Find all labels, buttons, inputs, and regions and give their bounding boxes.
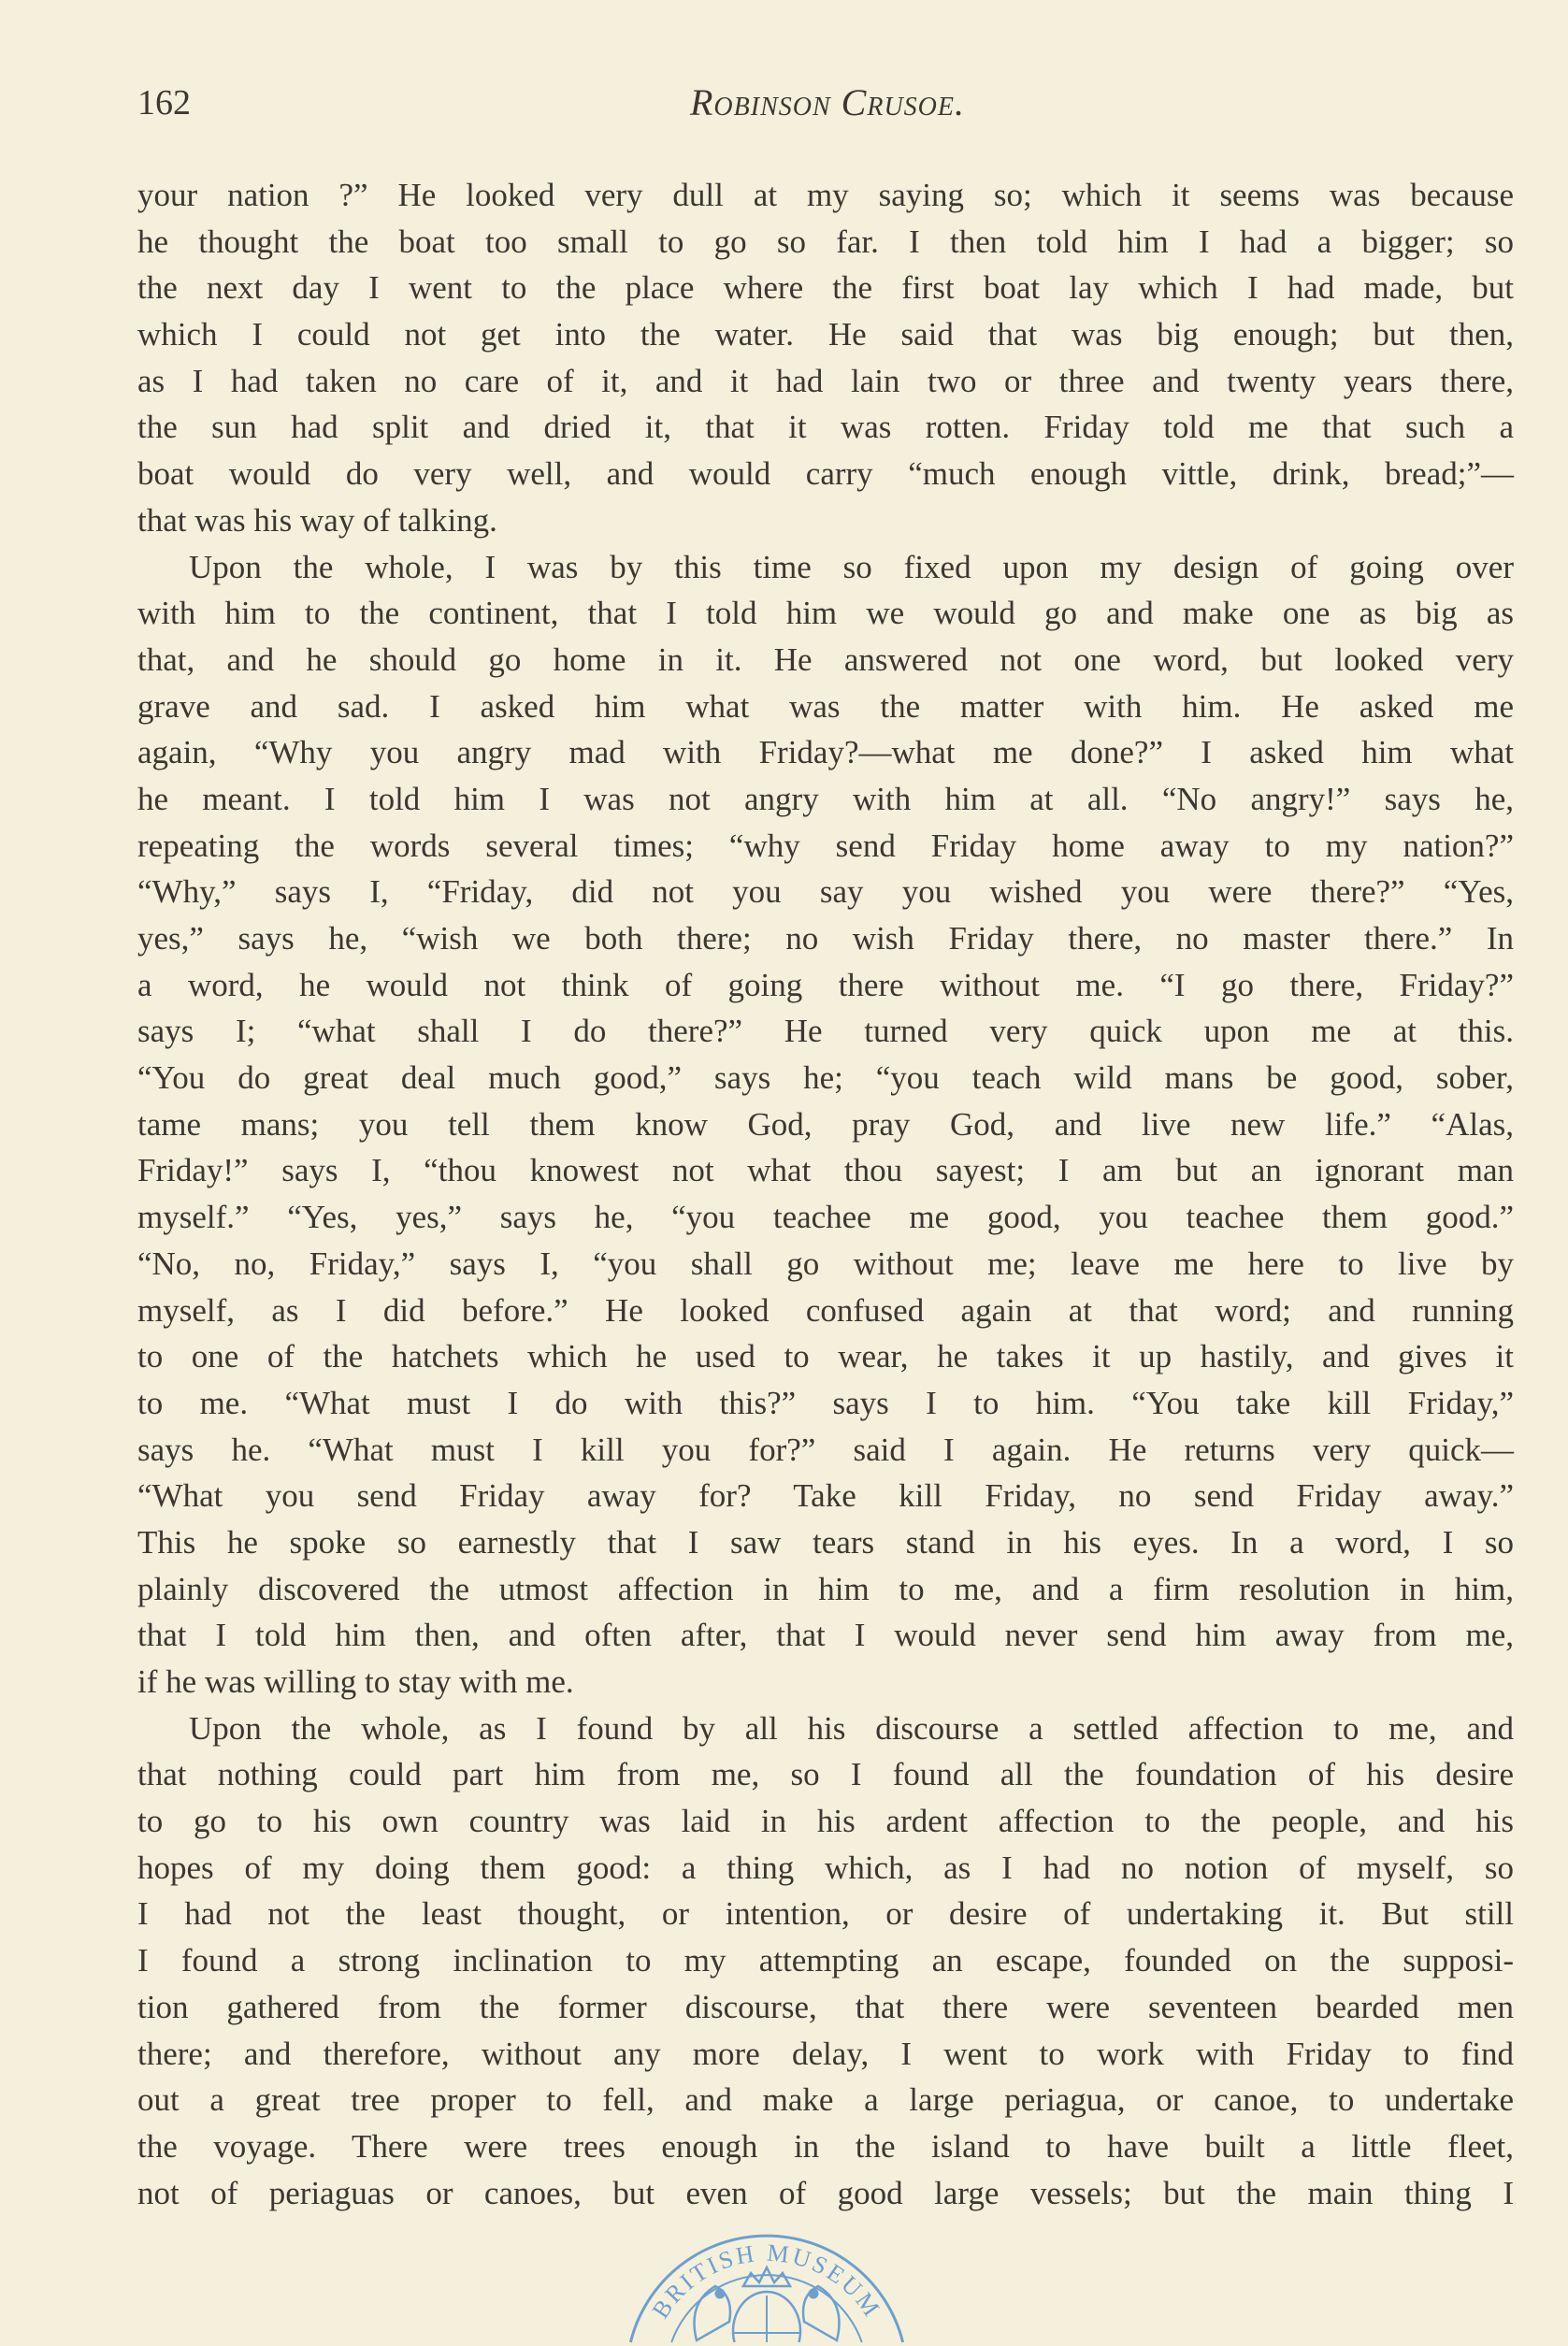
text-line: your nation ?” He looked very dull at my saying so; which it seems was because: [137, 177, 1514, 213]
text-line: to me. “What must I do with this?” says I to him. “You take kill Friday,”: [137, 1384, 1514, 1421]
text-line: he meant. I told him I was not angry with him at all. “No angry!” says he,: [137, 780, 1514, 817]
text-line: out a great tree proper to fell, and make a large periagua, or canoe, to undertake: [137, 2081, 1514, 2119]
text-line: tame mans; you tell them know God, pray God, and live new life.” “Alas,: [137, 1105, 1514, 1143]
text-line: Upon the whole, as I found by all his discourse a settled affection to me, and: [189, 1709, 1514, 1747]
text-line: myself.” “Yes, yes,” says he, “you teachee me good, you teachee them good.”: [137, 1199, 1514, 1236]
text-line: Friday!” says I, “thou knowest not what thou sayest; I am but an ignorant man: [137, 1152, 1514, 1189]
text-line: that, and he should go home in it. He answered not one word, but looked very: [137, 640, 1514, 678]
stamp-text: BRITISH MUSEUM: [646, 2238, 887, 2324]
text-line: plainly discovered the utmost affection in him to me, and a firm resolution in him,: [137, 1570, 1514, 1607]
text-line: to one of the hatchets which he used to wear, he takes it up hastily, and gives it: [137, 1338, 1514, 1375]
text-line: grave and sad. I asked him what was the matter with him. He asked me: [137, 687, 1514, 725]
text-line: This he spoke so earnestly that I saw tears stand in his eyes. In a word, I so: [137, 1523, 1514, 1561]
text-line: the next day I went to the place where the first boat lay which I had made, but: [137, 269, 1514, 307]
text-line: the voyage. There were trees enough in the island to have built a little fleet,: [137, 2127, 1514, 2165]
text-line: Upon the whole, I was by this time so fixed upon my design of going over: [189, 548, 1514, 585]
text-line: says he. “What must I kill you for?” said I again. He returns very quick—: [137, 1431, 1514, 1468]
text-line: not of periaguas or canoes, but even of good large vessels; but the main thing I: [137, 2174, 1514, 2211]
text-line: “No, no, Friday,” says I, “you shall go without me; leave me here to live by: [137, 1245, 1514, 1282]
text-line: he thought the boat too small to go so far. I then told him I had a bigger; so: [137, 223, 1514, 260]
text-line: that nothing could part him from me, so I found all the foundation of his desire: [137, 1756, 1514, 1793]
page-number: 162: [137, 83, 191, 122]
text-line: “Why,” says I, “Friday, did not you say you wished you were there?” “Yes,: [137, 873, 1514, 911]
text-line: yes,” says he, “wish we both there; no wish Friday there, no master there.” In: [137, 920, 1514, 957]
text-line: I found a strong inclination to my attempting an escape, founded on the supposi-: [137, 1942, 1514, 1979]
text-line: “What you send Friday away for? Take kill Friday, no send Friday away.”: [137, 1477, 1514, 1515]
text-line: myself, as I did before.” He looked confused again at that word; and running: [137, 1291, 1514, 1329]
text-line: tion gathered from the former discourse, that there were seventeen bearded men: [137, 1988, 1514, 2025]
text-line: hopes of my doing them good: a thing which, as I had no notion of myself, so: [137, 1849, 1514, 1886]
text-line: a word, he would not think of going there without me. “I go there, Friday?”: [137, 966, 1514, 1003]
text-line: which I could not get into the water. He said that was big enough; but then,: [137, 316, 1514, 353]
text-line: that was his way of talking.: [137, 501, 497, 539]
british-museum-stamp: [608, 2228, 926, 2344]
text-line: “You do great deal much good,” says he; “you teach wild mans be good, sober,: [137, 1059, 1514, 1097]
text-line: repeating the words several times; “why send Friday home away to my nation?”: [137, 827, 1514, 864]
body-text: [137, 172, 1514, 2216]
text-line: there; and therefore, without any more delay, I went to work with Friday to find: [137, 2035, 1514, 2072]
text-line: as I had taken no care of it, and it had lain two or three and twenty years there,: [137, 362, 1514, 399]
text-line: again, “Why you angry mad with Friday?—what me done?” I asked him what: [137, 734, 1514, 771]
text-line: that I told him then, and often after, that I would never send him away from me,: [137, 1617, 1514, 1654]
text-line: boat would do very well, and would carry “much enough vittle, drink, bread;”—: [137, 455, 1514, 493]
text-line: I had not the least thought, or intention, or desire of undertaking it. But still: [137, 1895, 1514, 1933]
text-line: if he was willing to stay with me.: [137, 1663, 574, 1700]
text-line: with him to the continent, that I told him we would go and make one as big as: [137, 595, 1514, 632]
text-line: the sun had split and dried it, that it was rotten. Friday told me that such a: [137, 409, 1514, 446]
text-line: to go to his own country was laid in his ardent affection to the people, and his: [137, 1803, 1514, 1840]
running-title: Robinson Crusoe.: [690, 81, 965, 123]
text-line: says I; “what shall I do there?” He turned very quick upon me at this.: [137, 1013, 1514, 1050]
